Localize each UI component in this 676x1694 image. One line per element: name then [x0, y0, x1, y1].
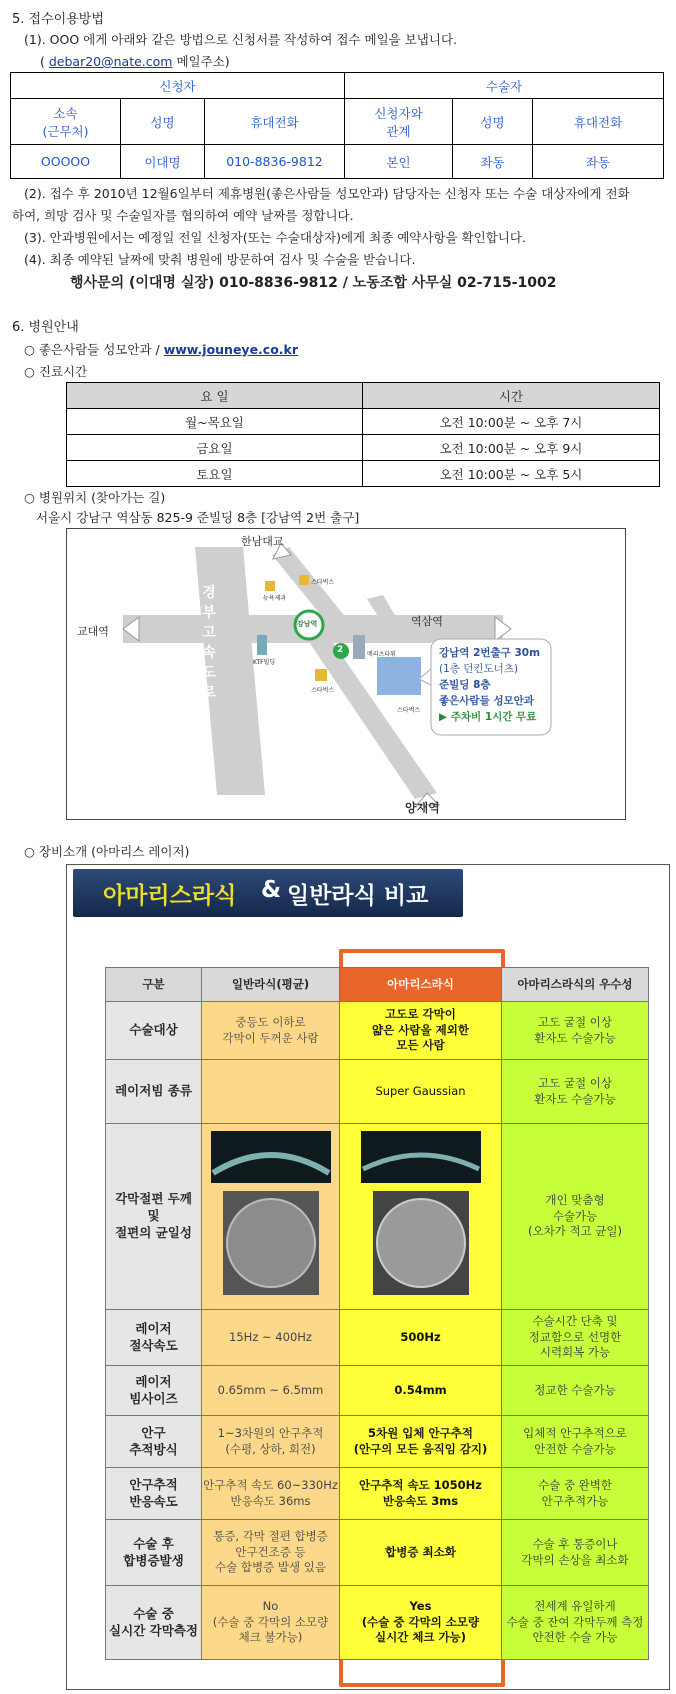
map-small-label: KTF빌딩	[253, 659, 276, 666]
cell-name: 이대명	[121, 145, 205, 179]
lasik-flap-image	[209, 1129, 333, 1299]
highway-label: 경 부 고 속 도 로	[202, 585, 216, 701]
cafe-icon	[299, 575, 309, 585]
step-1-text: (1). OOO 에게 아래와 같은 방법으로 신청서를 작성하여 접수 메일을 보냅니다.	[24, 32, 458, 47]
cmp-cell-advantage: 전세계 유일하게 수술 중 잔여 각막두께 측정 안전한 수술 가능	[502, 1586, 649, 1660]
applicant-group-header: 신청자	[11, 73, 345, 99]
hospital-building-icon	[377, 657, 421, 695]
cmp-row-label: 수술대상	[106, 1002, 202, 1060]
cmp-cell-advantage: 정교한 수술가능	[502, 1366, 649, 1416]
cmp-cell-advantage: 개인 맞춤형 수술가능 (오차가 적고 균일)	[502, 1124, 649, 1310]
col-phone: 휴대전화	[205, 99, 345, 145]
map-small-label: 스타벅스	[311, 687, 335, 694]
cmp-header-category: 구분	[106, 968, 202, 1002]
email-prefix: (	[40, 54, 49, 69]
cmp-cell-amaris	[340, 1124, 502, 1310]
email-line	[40, 52, 230, 70]
cmp-row-label: 안구 추적방식	[106, 1416, 202, 1468]
step-4-text: (4). 최종 예약된 날짜에 맞춰 병원에 방문하여 검사 및 수술을 받습니다.	[24, 252, 416, 267]
hours-day: 금요일	[67, 435, 363, 461]
cell-relation: 본인	[345, 145, 453, 179]
comparison-title-a: 아마리스라식	[103, 883, 237, 909]
cmp-row-label: 레이저빔 종류	[106, 1060, 202, 1124]
cmp-cell-amaris: 합병증 최소화	[340, 1520, 502, 1586]
cmp-cell-amaris: 0.54mm	[340, 1366, 502, 1416]
col-affiliation: 소속 (근무처)	[11, 99, 121, 145]
bakery-icon	[265, 581, 275, 591]
cafe-icon	[315, 669, 327, 681]
cmp-cell-lasik: No (수술 중 각막의 소모량 체크 불가능)	[202, 1586, 340, 1660]
comparison-table	[105, 967, 649, 1660]
email-link[interactable]: debar20@nate.com	[48, 54, 173, 69]
comparison-title-amp: &	[261, 877, 282, 903]
cmp-row-label: 안구추적 반응속도	[106, 1468, 202, 1520]
map-label-south: 양재역	[405, 801, 440, 815]
col-name-2: 성명	[453, 99, 533, 145]
cmp-cell-lasik: 안구추적 속도 60~330Hz 반응속도 36ms	[202, 1468, 340, 1520]
map-small-label: 스타벅스	[311, 579, 335, 586]
hospital-url-link[interactable]: www.jouneye.co.kr	[163, 342, 299, 357]
cmp-cell-amaris: 안구추적 속도 1050Hz 반응속도 3ms	[340, 1468, 502, 1520]
cmp-cell-lasik: 통증, 각막 절편 합병증 안구건조증 등 수술 합병증 발생 있음	[202, 1520, 340, 1586]
callout-text: 강남역 2번출구 30m (1층 던킨도너츠) 준빌딩 8층 좋은사람들 성모안과 ▶ 주차비 1시간 무료	[439, 647, 541, 723]
hours-col-day: 요 일	[67, 383, 363, 409]
cmp-cell-lasik	[202, 1060, 340, 1124]
map-label-east: 역삼역	[411, 615, 443, 628]
section-6-heading: 6. 병원안내	[12, 320, 79, 335]
cmp-cell-lasik: 15Hz ~ 400Hz	[202, 1310, 340, 1366]
hours-time: 오전 10:00분 ~ 오후 9시	[363, 435, 660, 461]
location-heading: ○ 병원위치 (찾아가는 길)	[24, 490, 166, 505]
exit-label: 2	[337, 645, 344, 655]
col-name: 성명	[121, 99, 205, 145]
cmp-cell-lasik	[202, 1124, 340, 1310]
cmp-cell-advantage: 고도 굴절 이상 환자도 수술가능	[502, 1002, 649, 1060]
step-2-text-b: 하여, 희망 검사 및 수술일자를 협의하여 예약 날짜를 정합니다.	[12, 208, 354, 223]
cmp-cell-advantage: 수술 후 통증이나 각막의 손상을 최소화	[502, 1520, 649, 1586]
section-5-heading: 5. 접수이용방법	[12, 12, 104, 27]
cell-phone: 010-8836-9812	[205, 145, 345, 179]
hospital-line	[24, 340, 298, 358]
station-label: 강남역	[297, 620, 318, 628]
step-2-text-a: (2). 접수 후 2010년 12월6일부터 제휴병원(좋은사람들 성모안과) 담당자는 신청자 또는 수술 대상자에게 전화	[24, 186, 630, 201]
cmp-cell-lasik: 1~3차원의 안구추적 (수평, 상하, 회전)	[202, 1416, 340, 1468]
address-text: 서울시 강남구 역삼동 825-9 준빌딩 8층 [강남역 2번 출구]	[36, 510, 360, 525]
cmp-cell-lasik: 0.65mm ~ 6.5mm	[202, 1366, 340, 1416]
comparison-title-b: 일반라식 비교	[287, 883, 429, 909]
amaris-flap-image	[359, 1129, 483, 1299]
cmp-cell-advantage: 수술 중 완벽한 안구추적가능	[502, 1468, 649, 1520]
comparison-graphic	[66, 864, 670, 1690]
cmp-cell-amaris: Super Gaussian	[340, 1060, 502, 1124]
cell-phone-2: 좌동	[533, 145, 664, 179]
hours-day: 토요일	[67, 461, 363, 487]
hours-time: 오전 10:00분 ~ 오후 7시	[363, 409, 660, 435]
cell-name-2: 좌동	[453, 145, 533, 179]
application-table	[10, 72, 664, 179]
cmp-cell-amaris: 500Hz	[340, 1310, 502, 1366]
hours-day: 월~목요일	[67, 409, 363, 435]
hours-col-time: 시간	[363, 383, 660, 409]
cmp-cell-lasik: 중등도 이하로 각막이 두꺼운 사람	[202, 1002, 340, 1060]
equipment-heading: ○ 장비소개 (아마리스 레이저)	[24, 844, 190, 859]
hours-time: 오전 10:00분 ~ 오후 5시	[363, 461, 660, 487]
cmp-cell-amaris: 5차원 입체 안구추적 (안구의 모든 움직임 감지)	[340, 1416, 502, 1468]
location-map	[66, 528, 626, 820]
cmp-row-label: 수술 중 실시간 각막측정	[106, 1586, 202, 1660]
map-small-label: 스타벅스	[397, 707, 421, 714]
cmp-cell-amaris: Yes (수술 중 각막의 소모량 실시간 체크 가능)	[340, 1586, 502, 1660]
comparison-title-banner	[73, 869, 463, 917]
hours-heading: ○ 진료시간	[24, 364, 88, 379]
cmp-row-label: 수술 후 합병증발생	[106, 1520, 202, 1586]
building-icon	[353, 635, 365, 659]
hours-table	[66, 382, 660, 487]
building-icon	[257, 635, 267, 655]
cmp-cell-advantage: 고도 굴절 이상 환자도 수술가능	[502, 1060, 649, 1124]
hospital-prefix: ○ 좋은사람들 성모안과 /	[24, 342, 164, 357]
patient-group-header: 수술자	[345, 73, 664, 99]
cmp-cell-amaris: 고도로 각막이 얇은 사람을 제외한 모든 사람	[340, 1002, 502, 1060]
col-relation: 신청자와 관계	[345, 99, 453, 145]
cell-affiliation: OOOOO	[11, 145, 121, 179]
email-suffix: 메일주소)	[172, 54, 230, 69]
cmp-header-lasik: 일반라식(평균)	[202, 968, 340, 1002]
contact-line: 행사문의 (이대명 실장) 010-8836-9812 / 노동조합 사무실 02-715-1002	[70, 275, 557, 291]
map-label-west: 교대역	[77, 625, 109, 638]
cmp-row-label: 레이저 절삭속도	[106, 1310, 202, 1366]
cmp-row-label: 각막절편 두께 및 절편의 균일성	[106, 1124, 202, 1310]
cmp-cell-advantage: 입체적 안구추적으로 안전한 수술가능	[502, 1416, 649, 1468]
step-3-text: (3). 안과병원에서는 예정일 전일 신청자(또는 수술대상자)에게 최종 예약사항을 확인합니다.	[24, 230, 526, 245]
cmp-header-advantage: 아마리스라식의 우수성	[502, 968, 649, 1002]
map-label-north: 한남대교	[241, 535, 284, 548]
cmp-cell-advantage: 수술시간 단축 및 정교함으로 선명한 시력회복 가능	[502, 1310, 649, 1366]
map-small-label: 메리츠타워	[367, 651, 396, 658]
col-phone-2: 휴대전화	[533, 99, 664, 145]
cmp-header-amaris: 아마리스라식	[340, 968, 502, 1002]
cmp-row-label: 레이저 빔사이즈	[106, 1366, 202, 1416]
map-small-label: 뉴욕제과	[263, 595, 287, 602]
